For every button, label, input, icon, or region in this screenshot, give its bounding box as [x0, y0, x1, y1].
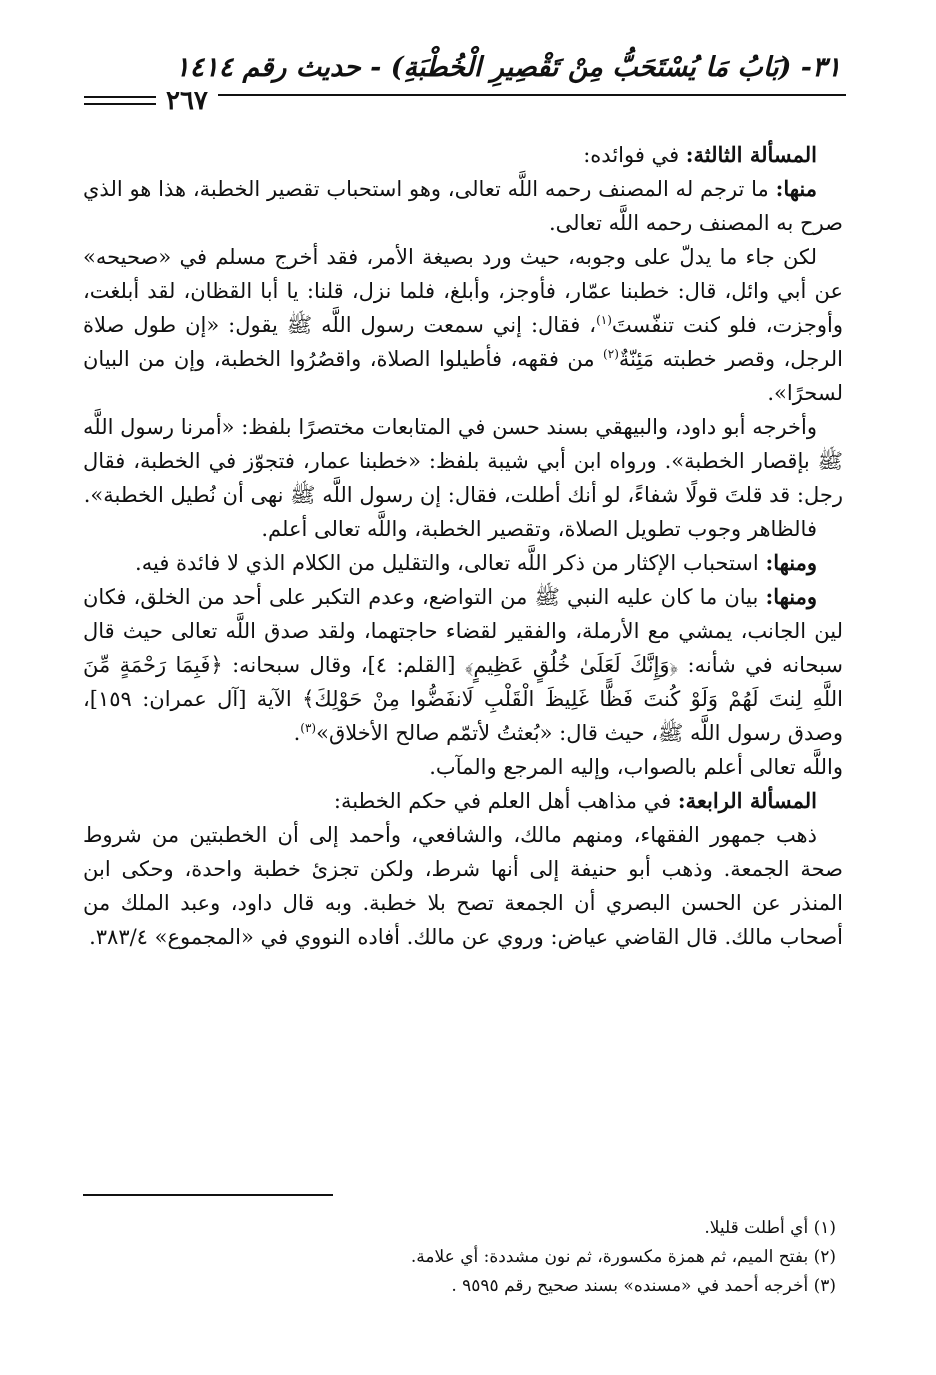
footnote-separator	[83, 1194, 333, 1196]
paragraph	[83, 818, 843, 954]
main-text	[83, 138, 843, 954]
page-number: ٢٦٧	[166, 86, 208, 116]
page-number-rule-top	[84, 96, 156, 98]
footnote-ref[interactable]: (٢)	[603, 347, 619, 361]
paragraph	[83, 410, 843, 512]
paragraph	[83, 750, 843, 784]
footnote: (٣) أخرجه أحمد في «مسنده» بسند صحيح رقم ٩٥٩٥ .	[451, 1276, 836, 1296]
paragraph	[83, 784, 843, 818]
footnote-ref[interactable]: (٣)	[300, 721, 317, 735]
paragraph-text: ما ترجم له المصنف رحمه اللَّه تعالى، وهو استحباب تقصير الخطبة، هذا هو الذي صرح به المصنف رحمه اللَّه تعالى.	[83, 177, 843, 235]
paragraph	[83, 240, 843, 410]
paragraph-text: استحباب الإكثار من ذكر اللَّه تعالى، والتقليل من الكلام الذي لا فائدة فيه.	[135, 551, 759, 575]
footnote: (٢) بفتح الميم، ثم همزة مكسورة، ثم نون مشددة: أي علامة.	[410, 1247, 836, 1267]
footnote-ref[interactable]: (١)	[596, 313, 612, 327]
chapter-header-title: ٣١- (بَابُ مَا يُسْتَحَبُّ مِنْ تَقْصِيرِ الْخُطْبَةِ) - حديث رقم ١٤١٤	[175, 52, 841, 83]
section-heading: المسألة الرابعة:	[677, 788, 817, 813]
paragraph	[83, 580, 843, 750]
paragraph-text: فالظاهر وجوب تطويل الصلاة، وتقصير الخطبة، واللَّه تعالى أعلم.	[261, 517, 817, 541]
page-number-rule-bottom	[84, 103, 156, 105]
point-label: ومنها:	[765, 584, 817, 609]
paragraph-text: لكن جاء ما يدلّ على وجوبه، حيث ورد بصيغة الأمر، فقد أخرج مسلم في «صحيحه» عن أبي وائل، قال: خطبنا عمّار، فأوجز، وأبلغ، فلما نزل، قلنا: يا أبا القظان، لقد أبلغت، وأوجزت، فلو كنت تنفّستَ	[83, 245, 843, 337]
paragraph-text: بيان ما كان عليه النبي ﷺ من التواضع، وعدم التكبر على أحد من الخلق، فكان لين الجانب، يمشي مع الأرملة، والفقير لقضاء حاجتهما، ولقد صدق اللَّه تعالى حيث قال سبحانه في شأنه: ﴿وَإِنَّكَ لَعَلَىٰ خُلُقٍ عَظِيمٍ﴾ [القلم: ٤]، وقال سبحانه: ﴿فَبِمَا رَحْمَةٍ مِّنَ اللَّهِ لِنتَ لَهُمْ وَلَوْ كُنتَ فَظًّا غَلِيظَ الْقَلْبِ لَانفَضُّوا مِنْ حَوْلِكَ﴾ الآية [آل عمران: ١٥٩]، وصدق رسول اللَّه ﷺ، حيث قال: «بُعثتُ لأتمّم صالح الأخلاق»	[83, 585, 843, 745]
section-heading: المسألة الثالثة:	[685, 142, 817, 167]
paragraph-text: ذهب جمهور الفقهاء، ومنهم مالك، والشافعي، وأحمد إلى أن الخطبتين من شروط صحة الجمعة. وذهب أبو حنيفة إلى أنها شرط، ولكن تجزئ خطبة واحدة، وحكى ابن المنذر عن الحسن البصري أن الجمعة تصح بلا خطبة. وبه قال داود، وعبد الملك من أصحاب مالك. قال القاضي عياض: وروي عن مالك. أفاده النووي في «المجموع» ٣٨٣/٤.	[83, 823, 843, 949]
paragraph-text: ، فقال: إني سمعت رسول اللَّه ﷺ يقول: «إن طول صلاة الرجل، وقصر خطبته مَئِنّةٌ	[83, 313, 843, 371]
paragraph-text: في فوائده:	[583, 143, 680, 167]
paragraph	[83, 546, 843, 580]
point-label: ومنها:	[765, 550, 817, 575]
paragraph	[83, 172, 843, 240]
point-label: منها:	[775, 176, 817, 201]
paragraph-text: في مذاهب أهل العلم في حكم الخطبة:	[333, 789, 672, 813]
paragraph	[83, 138, 843, 172]
paragraph-text: وأخرجه أبو داود، والبيهقي بسند حسن في المتابعات مختصرًا بلفظ: «أمرنا رسول اللَّه ﷺ بإقصار الخطبة». ورواه ابن أبي شيبة بلفظ: «خطبنا عمار، فتجوّز في الخطبة، فقال رجل: قد قلتَ قولًا شفاءً، لو أنك أطلت، فقال: إن رسول اللَّه ﷺ نهى أن نُطيل الخطبة».	[83, 415, 843, 507]
paragraph-text: .	[293, 721, 301, 745]
header-rule	[218, 94, 846, 96]
footnote: (١) أي أطلت قليلا.	[704, 1218, 836, 1238]
footnotes	[96, 1214, 836, 1301]
paragraph-text: واللَّه تعالى أعلم بالصواب، وإليه المرجع والمآب.	[429, 755, 843, 779]
paragraph-text: من فقهه، فأطيلوا الصلاة، واقصُرُوا الخطبة، وإن من البيان لسحرًا».	[83, 347, 843, 405]
paragraph	[83, 512, 843, 546]
